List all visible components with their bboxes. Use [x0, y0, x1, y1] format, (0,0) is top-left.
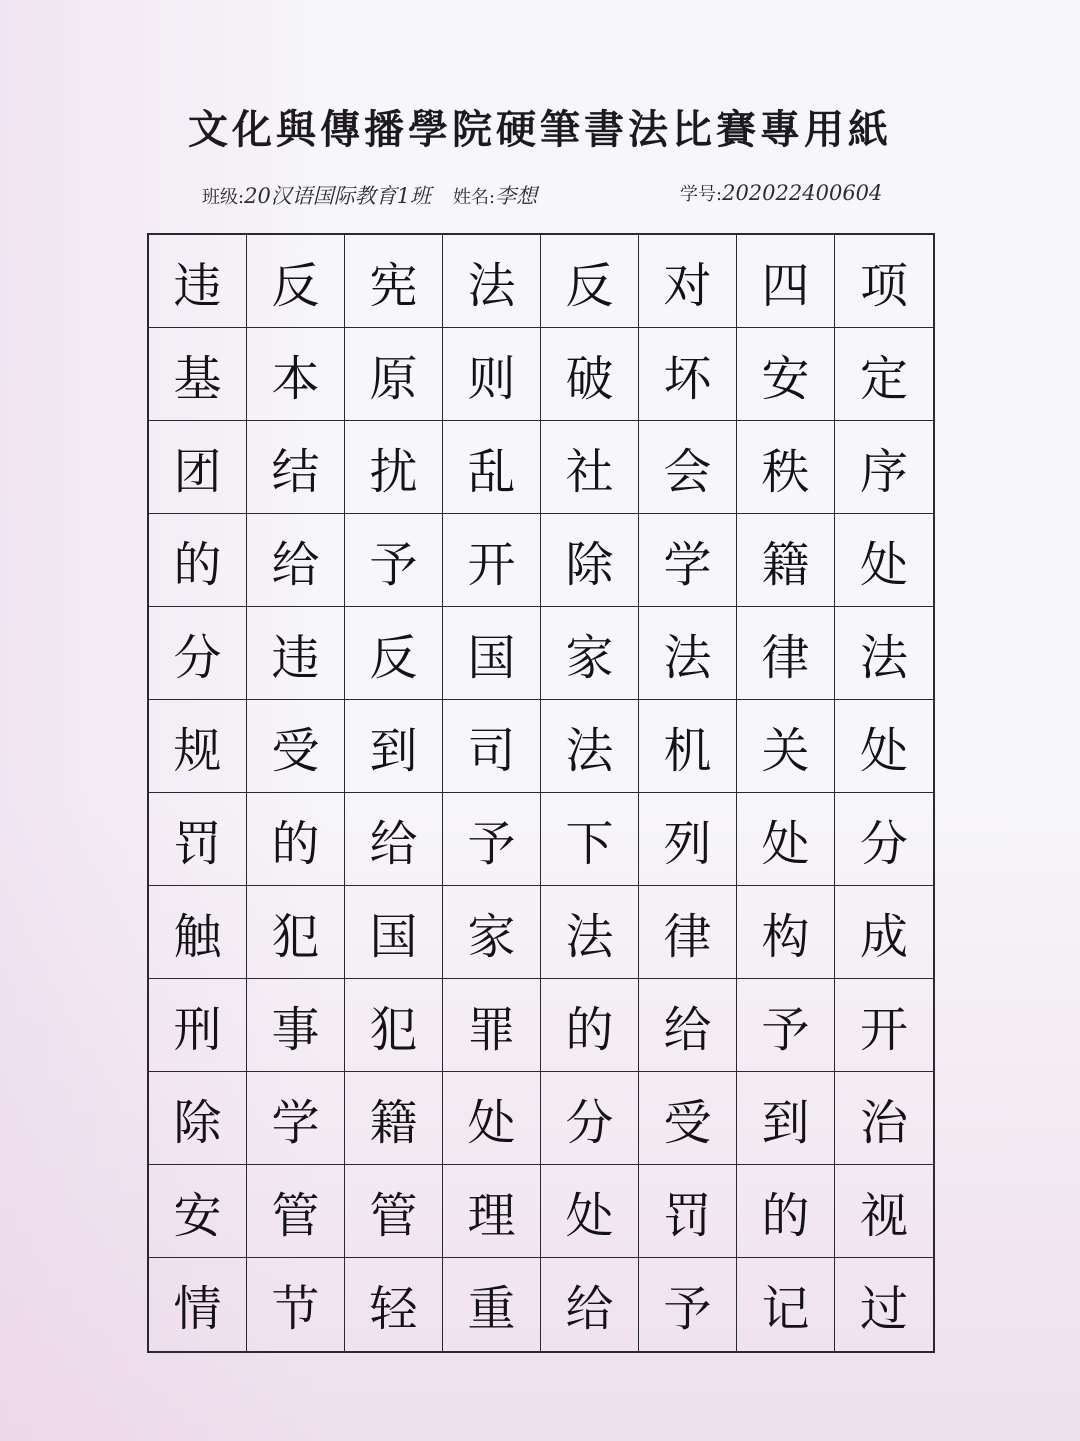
grid-cell: 法	[541, 700, 639, 793]
student-id-field	[680, 180, 882, 206]
grid-cell: 下	[541, 793, 639, 886]
grid-cell: 处	[737, 793, 835, 886]
class-field	[202, 180, 431, 210]
grid-cell: 予	[639, 1258, 737, 1351]
grid-cell: 宪	[345, 235, 443, 328]
grid-cell: 扰	[345, 421, 443, 514]
grid-cell: 反	[247, 235, 345, 328]
grid-cell: 受	[247, 700, 345, 793]
class-label: 班级:	[202, 187, 245, 208]
grid-cell: 四	[737, 235, 835, 328]
grid-cell: 反	[345, 607, 443, 700]
grid-cell: 团	[149, 421, 247, 514]
grid-cell: 规	[149, 700, 247, 793]
grid-cell: 记	[737, 1258, 835, 1351]
grid-cell: 重	[443, 1258, 541, 1351]
grid-cell: 罪	[443, 979, 541, 1072]
grid-cell: 本	[247, 328, 345, 421]
grid-cell: 反	[541, 235, 639, 328]
grid-cell: 序	[835, 421, 933, 514]
grid-cell: 给	[247, 514, 345, 607]
grid-cell: 刑	[149, 979, 247, 1072]
page-title: 文化與傳播學院硬筆書法比賽專用紙	[188, 106, 892, 153]
grid-cell: 过	[859, 1281, 908, 1337]
grid-cell: 法	[639, 607, 737, 700]
grid-cell: 给	[541, 1258, 639, 1351]
grid-cell: 家	[443, 886, 541, 979]
grid-cell: 法	[541, 886, 639, 979]
grid-cell: 处	[835, 700, 933, 793]
grid-cell: 情	[149, 1258, 247, 1351]
grid-cell: 社	[541, 421, 639, 514]
grid-cell: 律	[737, 607, 835, 700]
grid-cell: 机	[639, 700, 737, 793]
grid-cell: 的	[737, 1165, 835, 1258]
grid-cell: 律	[639, 886, 737, 979]
name-value: 李想	[495, 184, 538, 208]
grid-cell: 的	[541, 979, 639, 1072]
grid-cell: 安	[737, 328, 835, 421]
grid-cell: 违	[149, 235, 247, 328]
grid-cell: 学	[247, 1072, 345, 1165]
grid-cell: 坏	[639, 328, 737, 421]
grid-cell: 触	[149, 886, 247, 979]
grid-cell: 罚	[639, 1165, 737, 1258]
grid-cell: 的	[247, 793, 345, 886]
grid-cell: 定	[835, 328, 933, 421]
grid-cell: 给	[639, 979, 737, 1072]
grid-cell: 除	[149, 1072, 247, 1165]
grid-cell: 学	[639, 514, 737, 607]
grid-cell: 法	[835, 607, 933, 700]
grid-cell: 分	[149, 607, 247, 700]
student-id-label: 学号:	[680, 184, 723, 205]
grid-cell: 视	[835, 1165, 933, 1258]
grid-cell: 籍	[737, 514, 835, 607]
grid-cell: 对	[639, 235, 737, 328]
grid-cell: 节	[247, 1258, 345, 1351]
grid-cell: 国	[345, 886, 443, 979]
grid-cell: 构	[737, 886, 835, 979]
student-id-value: 202022400604	[722, 181, 883, 205]
grid-cell: 处	[835, 514, 933, 607]
grid-cell: 则	[443, 328, 541, 421]
grid-cell: 秩	[737, 421, 835, 514]
grid-cell: 理	[443, 1165, 541, 1258]
grid-cell: 原	[345, 328, 443, 421]
grid-cell: 列	[639, 793, 737, 886]
grid-cell: 会	[639, 421, 737, 514]
grid-cell: 除	[541, 514, 639, 607]
class-value: 20汉语国际教育1班	[244, 184, 432, 208]
grid-cell: 的	[149, 514, 247, 607]
grid-cell: 处	[443, 1072, 541, 1165]
grid-cell: 项	[835, 235, 933, 328]
grid-cell: 犯	[247, 886, 345, 979]
grid-cell: 家	[541, 607, 639, 700]
grid-cell: 分	[541, 1072, 639, 1165]
grid-cell: 基	[149, 328, 247, 421]
grid-cell: 国	[443, 607, 541, 700]
grid-cell: 管	[247, 1165, 345, 1258]
grid-cell: 轻	[345, 1258, 443, 1351]
grid-cell: 开	[443, 514, 541, 607]
grid-cell: 乱	[443, 421, 541, 514]
grid-cell: 到	[345, 700, 443, 793]
grid-cell: 受	[639, 1072, 737, 1165]
grid-cell: 违	[247, 607, 345, 700]
grid-cell: 给	[345, 793, 443, 886]
grid-cell: 关	[737, 700, 835, 793]
grid-cell: 破	[541, 328, 639, 421]
grid-cell: 予	[737, 979, 835, 1072]
grid-cell: 事	[247, 979, 345, 1072]
grid-cell: 予	[345, 514, 443, 607]
grid-cell: 处	[541, 1165, 639, 1258]
grid-cell: 管	[345, 1165, 443, 1258]
grid-cell: 结	[247, 421, 345, 514]
grid-cell: 到	[737, 1072, 835, 1165]
grid-cell: 法	[443, 235, 541, 328]
name-field	[453, 180, 537, 210]
grid-cell: 治	[835, 1072, 933, 1165]
grid-cell: 成	[835, 886, 933, 979]
grid-cell: 予	[443, 793, 541, 886]
grid-cell: 分	[835, 793, 933, 886]
grid-cell: 司	[443, 700, 541, 793]
grid-cell: 犯	[345, 979, 443, 1072]
grid-cell: 籍	[345, 1072, 443, 1165]
grid-cell: 罚	[149, 793, 247, 886]
grid-cell: 开	[835, 979, 933, 1072]
writing-grid	[147, 233, 935, 1353]
grid-cell: 安	[149, 1165, 247, 1258]
name-label: 姓名:	[453, 187, 496, 208]
